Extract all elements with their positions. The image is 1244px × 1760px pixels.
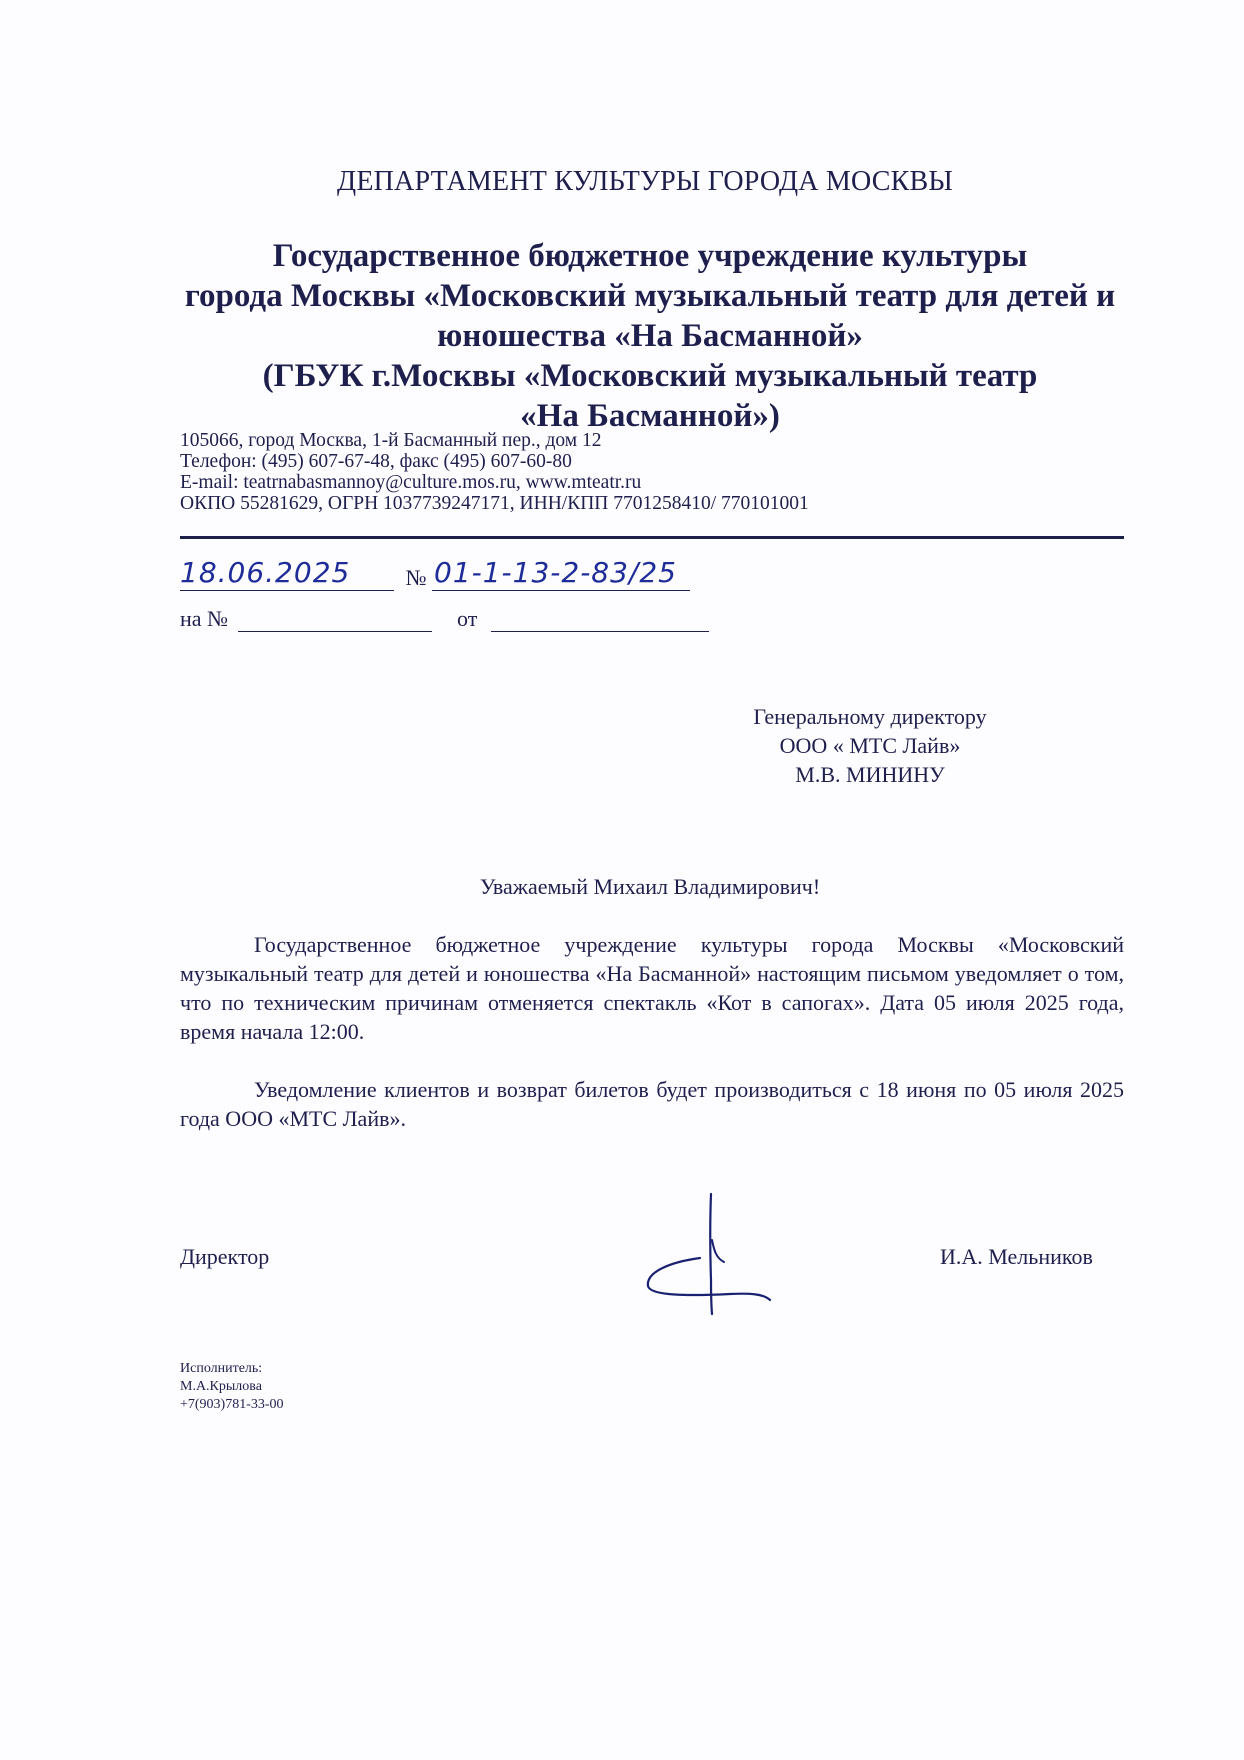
in-reply-number-field xyxy=(238,603,432,632)
date-field xyxy=(180,556,394,591)
body-paragraph: Уведомление клиентов и возврат билетов будет производиться с 18 июня по 05 июля 2025 года ООО «МТС Лайв». xyxy=(180,1077,1124,1131)
handwritten-number: 01-1-13-2-83/25 xyxy=(434,556,677,589)
addressee-position: Генеральному директору xyxy=(753,704,987,729)
in-reply-label: на № xyxy=(180,606,229,631)
in-reply-date-field xyxy=(491,603,709,632)
outgoing-reference xyxy=(180,556,690,591)
organization-name-line: Государственное бюджетное учреждение культуры xyxy=(272,238,1028,274)
contact-email: E-mail: teatrnabasmannoy@culture.mos.ru, www.mteatr.ru xyxy=(180,472,642,493)
organization-name-line: «На Басманной») xyxy=(520,398,780,434)
organization-name-line: юношества «На Басманной» xyxy=(437,318,863,354)
addressee-block xyxy=(710,702,1030,789)
executor-name: М.А.Крылова xyxy=(180,1379,262,1394)
contact-registry-codes: ОКПО 55281629, ОГРН 1037739247171, ИНН/КПП 7701258410/ 770101001 xyxy=(180,493,809,514)
handwritten-signature xyxy=(640,1190,790,1320)
contact-phone: Телефон: (495) 607-67-48, факс (495) 607-60-80 xyxy=(180,451,572,472)
signatory-role: Директор xyxy=(180,1244,270,1269)
addressee-name: М.В. МИНИНУ xyxy=(795,762,945,787)
incoming-reference xyxy=(180,603,709,632)
executor-label: Исполнитель: xyxy=(180,1361,263,1376)
addressee-company: ООО « МТС Лайв» xyxy=(779,733,961,758)
handwritten-date: 18.06.2025 xyxy=(180,556,351,589)
body-paragraph: Государственное бюджетное учреждение культуры города Москвы «Московский музыкальный театр для детей и юношества «На Басманной» настоящим письмом уведомляет о том, что по техническим причинам отменяется спектакль «Кот в сапогах». Дата 05 июля 2025 года, время начала 12:00. xyxy=(180,932,1124,1044)
contact-details xyxy=(180,430,809,514)
signatory-name: И.А. Мельников xyxy=(940,1244,1093,1269)
number-field xyxy=(432,556,690,591)
department-heading: ДЕПАРТАМЕНТ КУЛЬТУРЫ ГОРОДА МОСКВЫ xyxy=(337,166,953,197)
organization-name xyxy=(0,236,1244,436)
from-label: от xyxy=(457,606,478,631)
header-divider xyxy=(180,536,1124,539)
organization-name-line: города Москвы «Московский музыкальный театр для детей и xyxy=(184,278,1116,314)
number-label: № xyxy=(405,565,427,590)
contact-address: 105066, город Москва, 1-й Басманный пер., дом 12 xyxy=(180,430,602,451)
organization-name-line: (ГБУК г.Москвы «Московский музыкальный театр xyxy=(262,358,1038,394)
salutation: Уважаемый Михаил Владимирович! xyxy=(479,874,821,899)
executor-block xyxy=(180,1360,284,1414)
executor-phone: +7(903)781-33-00 xyxy=(180,1397,284,1412)
